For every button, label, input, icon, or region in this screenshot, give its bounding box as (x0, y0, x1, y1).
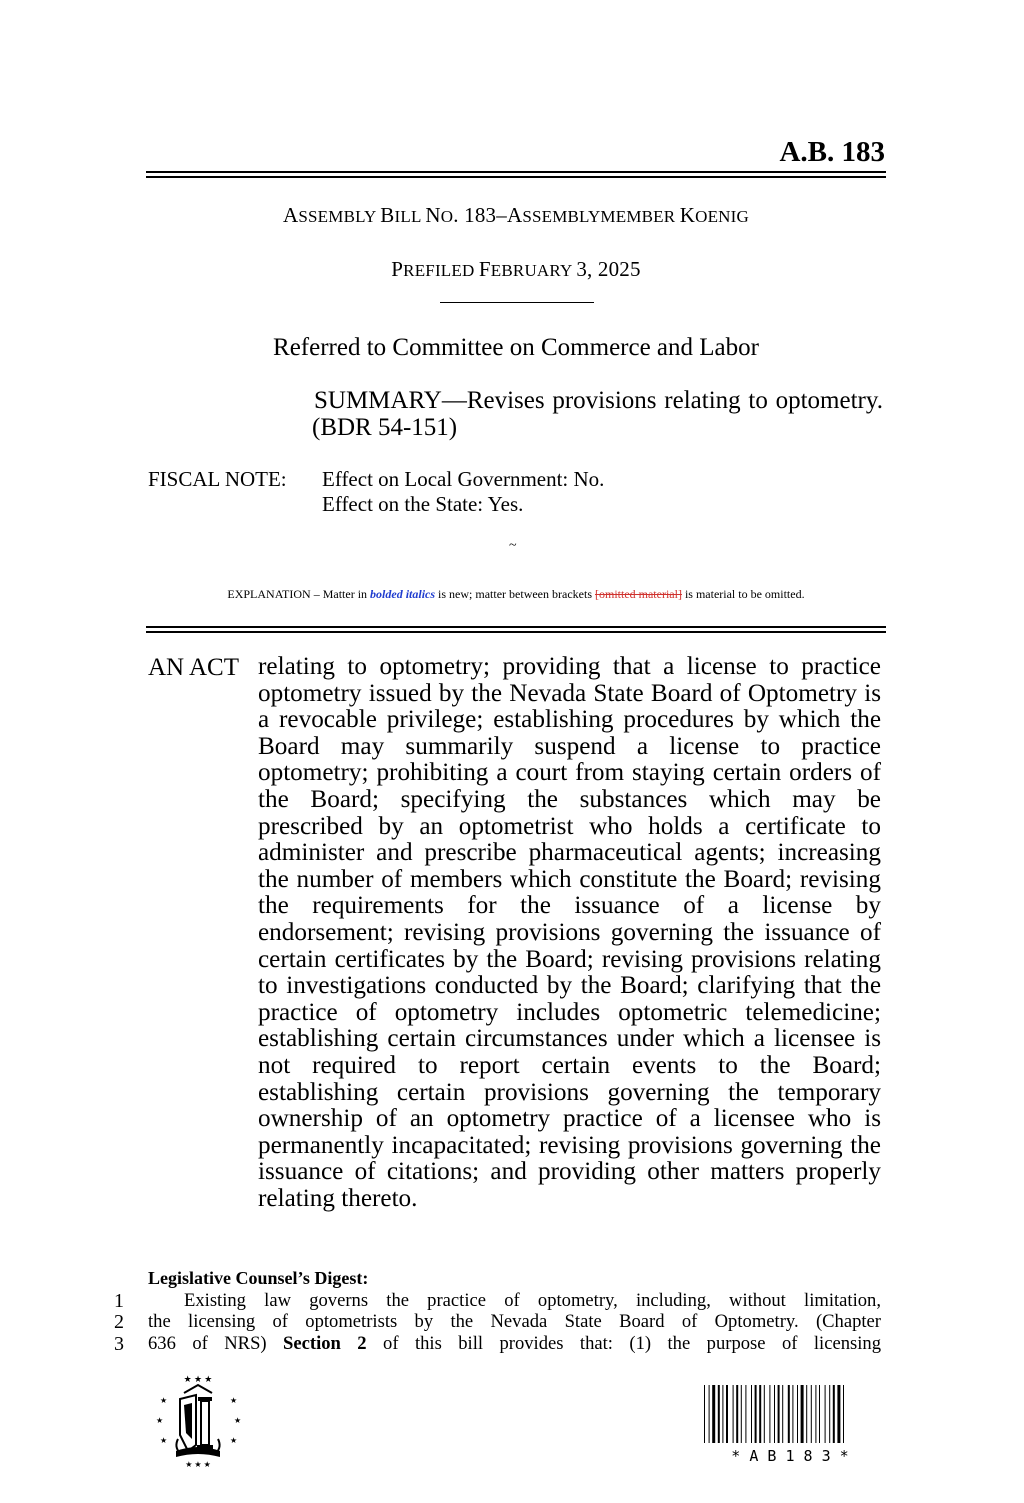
barcode-bar (751, 1385, 752, 1443)
barcode-bar (837, 1385, 840, 1443)
svg-text:★: ★ (156, 1416, 164, 1425)
explanation (146, 587, 886, 602)
svg-text:★ ★ ★: ★ ★ ★ (185, 1460, 211, 1469)
digest-text: of this bill provides that: (1) the purpose of licensing (366, 1333, 881, 1354)
committee-referral: Referred to Committee on Commerce and Labor (273, 334, 759, 361)
header-rule-bottom (146, 176, 886, 178)
barcode-bar (778, 1385, 780, 1443)
title-fragment: A (506, 203, 523, 227)
section-separator: ~ (509, 538, 517, 553)
svg-text:★: ★ (230, 1436, 238, 1445)
barcode-bar (806, 1385, 807, 1443)
explanation-new-matter: bolded italics (370, 587, 436, 601)
barcode-bar (712, 1385, 715, 1443)
barcode-bar (764, 1385, 765, 1443)
act-text: relating to optometry; providing that a license to practice optometry issued by the Nevada State Board of Optometry is a revocable privilege; establishing procedures by which the Board may summarily suspend a license to practice optometry; prohibiting a court from staying certain orders of the Board; specifying the substances which may be prescribed by an optometrist who holds a certificate to administer and prescribe pharmaceutical agents; increasing the number of members which constitute the Board; revising the requirements for the issuance of a license by endorsement; revising provisions governing the issuance of certain certificates by the Board; revising provisions relating to investigations conducted by the Board; clarifying that the practice of optometry includes optometric telemedicine; establishing certain circumstances under which a licensee is not required to report certain events to the Board; establishing certain provisions governing the temporary ownership of an optometry practice of a licensee who is permanently incapacitated; revising provisions governing the issuance of citations; and providing other matters properly relating thereto. (258, 653, 881, 1212)
title-fragment: N (425, 203, 441, 227)
barcode-bar (733, 1385, 734, 1443)
nevada-seal-icon (150, 1373, 246, 1469)
svg-text:★: ★ (234, 1416, 242, 1425)
svg-text:★: ★ (160, 1396, 168, 1405)
explanation-suffix: is material to be omitted. (681, 587, 805, 601)
svg-text:★: ★ (230, 1396, 238, 1405)
title-fragment: SSEMBLYMEMBER (522, 207, 680, 226)
barcode-bar (759, 1385, 761, 1443)
barcode-bar (774, 1385, 775, 1443)
digest-line: Existing law governs the practice of optometry, including, without limitation, (184, 1290, 881, 1311)
title-fragment: REFILED (403, 261, 479, 280)
digest-text: 636 of NRS) (148, 1333, 284, 1354)
title-divider (440, 302, 594, 303)
title-fragment: A (282, 203, 299, 227)
fiscal-local-effect: Effect on Local Government: No. (322, 467, 605, 491)
svg-text:★ ★ ★: ★ ★ ★ (183, 1374, 213, 1384)
title-fragment: ILL (394, 207, 426, 226)
explanation-omitted: [omitted material] (594, 587, 682, 601)
barcode-bar (745, 1385, 746, 1443)
barcode-bar (788, 1385, 790, 1443)
title-fragment: . 183– (453, 203, 507, 227)
fiscal-state-effect: Effect on the State: Yes. (322, 492, 524, 516)
barcode-bar (741, 1385, 742, 1443)
explanation-rule-bottom (146, 631, 886, 633)
barcode-bar (769, 1385, 770, 1443)
barcode-bars (704, 1385, 844, 1443)
barcode-text: * A B 1 8 3 * (731, 1447, 849, 1465)
barcode-bar (726, 1385, 728, 1443)
act-label: AN ACT (148, 654, 239, 681)
digest-line-number: 1 (114, 1290, 124, 1312)
barcode-bar (792, 1385, 793, 1443)
barcode-bar (709, 1385, 710, 1443)
barcode-bar (843, 1385, 844, 1443)
title-fragment: EBRUARY (490, 261, 577, 280)
summary-label: SUMMARY—Revises provisions relating to optometry. (314, 387, 883, 414)
explanation-middle: is new; matter between brackets (435, 587, 595, 601)
prefiled-date (146, 257, 886, 282)
title-fragment: 3, 2025 (576, 257, 641, 281)
title-fragment: O (440, 207, 454, 226)
digest-section-ref: Section 2 (283, 1333, 367, 1354)
barcode-bar (704, 1385, 705, 1443)
digest-line-number: 2 (114, 1311, 124, 1333)
barcode-bar (718, 1385, 720, 1443)
title-fragment: K (679, 203, 696, 227)
bill-title (146, 203, 886, 228)
title-fragment: F (478, 257, 491, 281)
barcode-bar (755, 1385, 757, 1443)
bill-number: A.B. 183 (779, 136, 885, 168)
barcode-bar (722, 1385, 723, 1443)
barcode-bar (736, 1385, 738, 1443)
summary (148, 387, 883, 415)
explanation-rule-top (146, 626, 886, 628)
header-rule-top (146, 171, 886, 173)
svg-text:★: ★ (160, 1436, 168, 1445)
title-fragment: P (391, 257, 404, 281)
digest-title: Legislative Counsel’s Digest: (148, 1268, 369, 1288)
barcode-bar (782, 1385, 783, 1443)
title-fragment: SSEMBLY (298, 207, 381, 226)
barcode-bar (801, 1385, 804, 1443)
barcode-bar (829, 1385, 830, 1443)
digest-line: the licensing of optometrists by the Nevada State Board of Optometry. (Chapter (148, 1311, 881, 1332)
digest-line-number: 3 (114, 1333, 124, 1355)
barcode-bar (815, 1385, 816, 1443)
barcode-bar (811, 1385, 812, 1443)
fiscal-note-label: FISCAL NOTE: (148, 467, 287, 491)
barcode-bar (833, 1385, 835, 1443)
explanation-prefix: EXPLANATION – Matter in (227, 587, 371, 601)
title-fragment: B (380, 203, 395, 227)
title-fragment: OENIG (695, 207, 750, 226)
digest-line (148, 1333, 881, 1355)
summary-bdr: (BDR 54-151) (312, 414, 458, 441)
barcode (702, 1385, 878, 1465)
barcode-bar (825, 1385, 826, 1443)
barcode-bar (797, 1385, 798, 1443)
barcode-bar (819, 1385, 820, 1443)
